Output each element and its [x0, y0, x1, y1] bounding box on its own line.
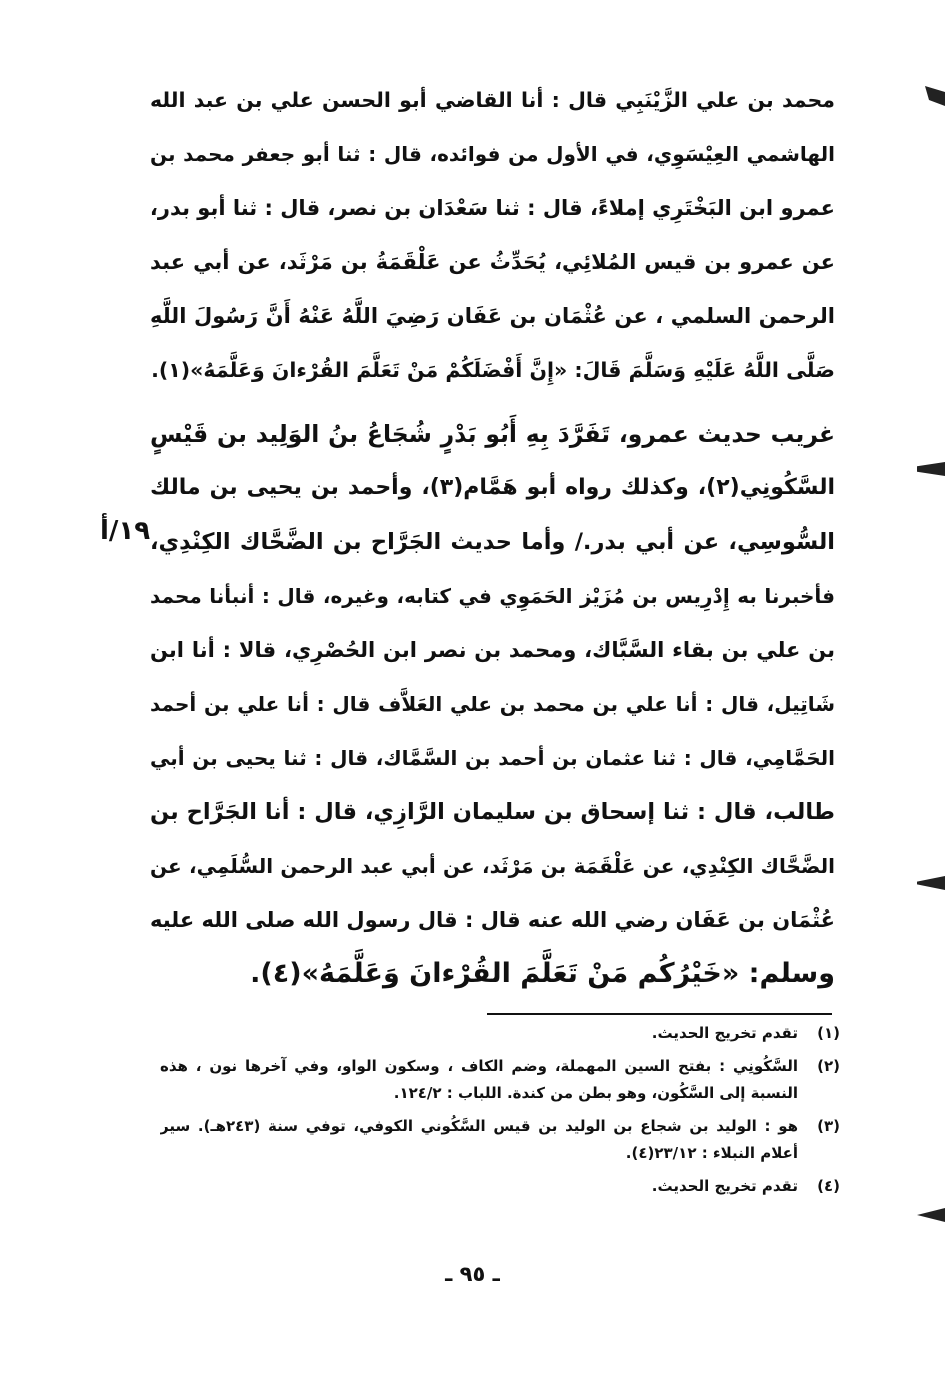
text-line: السَّكُونِي(٢)، وكذلك رواه أبو هَمَّام(٣)، وأحمد بن يحيى بن مالك: [150, 475, 835, 500]
footnote-text: تقدم تخريج الحديث.: [651, 1177, 798, 1195]
text-line: شَاتِيل، قال : أنا علي بن محمد بن علي العَلاَّف قال : أنا علي بن أحمد: [150, 692, 835, 716]
scan-edge-mark: [917, 462, 945, 476]
text-line: عن عمرو بن قيس المُلائِي، يُحَدِّثُ عن عَلْقَمَةُ بن مَرْثَد، عن أبي عبد: [150, 250, 835, 274]
footnote-text: تقدم تخريج الحديث.: [651, 1024, 798, 1042]
footnote-divider: [487, 1013, 832, 1015]
footnote-number: (٢): [817, 1057, 840, 1075]
text-line: بن علي بن بقاء السَّبَّاك، ومحمد بن نصر ابن الحُصْرِي، قالا : أنا ابن: [150, 638, 835, 662]
text-line: عمرو ابن البَخْتَرِي إملاءً، قال : ثنا سَعْدَان بن نصر، قال : ثنا أبو بدر،: [150, 196, 835, 220]
text-line: الحَمَّامِي، قال : ثنا عثمان بن أحمد بن السَّمَّاك، قال : ثنا يحيى بن أبي: [150, 746, 835, 770]
footnote-text: السَّكُونِي : بفتح السين المهملة، وضم الكاف ، وسكون الواو، وفي آخرها نون ، هذه: [160, 1057, 798, 1075]
footnote-text: هو : الوليد بن شجاع بن الوليد بن قيس السَّكُوني الكوفي، توفي سنة (٢٤٣هـ). سير: [160, 1117, 798, 1135]
footnote-text: النسبة إلى السَّكُون، وهو بطن من كندة. اللباب : ١٢٤/٢.: [393, 1084, 798, 1102]
paragraph-isnad-2: [150, 407, 835, 1001]
text-line: فأخبرنا به إِدْرِيس بن مُزَيْز الحَمَوِي في كتابه، وغيره، قال : أنبأنا محمد: [150, 584, 835, 608]
manuscript-folio-marker: ١٩/أ: [100, 516, 151, 546]
text-line: السُّوسِي، عن أبي بدر./ وأما حديث الجَرَّاح بن الضَّحَّاك الكِنْدِي،: [150, 529, 835, 555]
text-line: الرحمن السلمي ، عن عُثْمَان بن عَفَان رَضِيَ اللَّهُ عَنْهُ أَنَّ رَسُولَ اللَّهِ: [150, 304, 835, 328]
footnote-number: (١): [817, 1024, 840, 1042]
text-line: وسلم: «خَيْرُكُم مَنْ تَعَلَّمَ القُرْءانَ وَعَلَّمَهُ»(٤).: [250, 958, 835, 989]
footnote: [160, 1173, 840, 1200]
footnote-text: أعلام النبلاء : ٢٣/١٢(٤).: [625, 1144, 798, 1162]
text-line: الهاشمي العِيْسَوِي، في الأول من فوائده، قال : ثنا أبو جعفر محمد بن: [150, 142, 835, 166]
footnotes: [160, 1020, 840, 1206]
scan-edge-mark: [925, 86, 945, 106]
paragraph-isnad-1: [150, 73, 835, 397]
footnote: [160, 1020, 840, 1047]
footnote: [160, 1053, 840, 1107]
page-number: ـ ٩٥ ـ: [445, 1262, 500, 1286]
scan-edge-mark: [917, 1208, 945, 1222]
text-line: محمد بن علي الزَّيْنَبِي قال : أنا القاضي أبو الحسن علي بن عبد الله: [150, 88, 835, 112]
footnote-number: (٣): [817, 1117, 840, 1135]
text-line: الضَّحَّاك الكِنْدِي، عن عَلْقَمَة بن مَرْثَد، عن أبي عبد الرحمن السُّلَمِي، عن: [150, 854, 835, 878]
footnote-number: (٤): [817, 1177, 840, 1195]
footnote: [160, 1113, 840, 1167]
text-line: عُثْمَان بن عَفَان رضي الله عنه قال : قال رسول الله صلى الله عليه: [150, 908, 835, 932]
text-line: غريب حديث عمرو، تَفَرَّدَ بِهِ أَبُو بَدْرٍ شُجَاعُ بنُ الوَلِيد بن قَيْسٍ: [150, 420, 835, 448]
scan-edge-mark: [917, 876, 945, 890]
text-line: طالب، قال : ثنا إسحاق بن سليمان الرَّازِي، قال : أنا الجَرَّاح بن: [150, 799, 835, 825]
text-line: صَلَّى اللَّهُ عَلَيْهِ وَسَلَّمَ قَالَ: «إِنَّ أَفْضَلَكُمْ مَنْ تَعَلَّمَ القُرْءانَ وَعَلَّمَهُ»(١).: [151, 358, 835, 382]
